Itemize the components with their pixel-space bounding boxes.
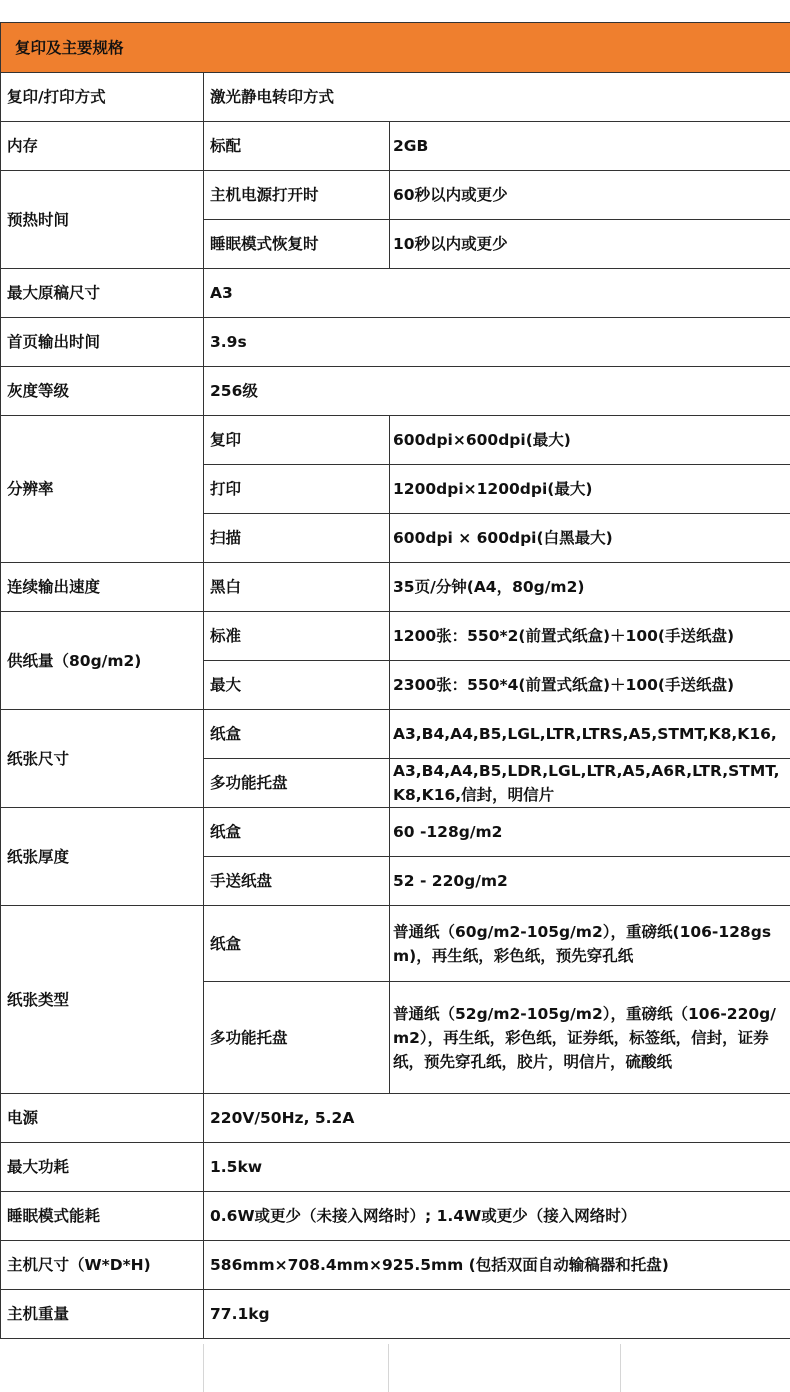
row-sublabel: 纸盒 [204, 906, 390, 982]
row-value: 600dpi × 600dpi(白黑最大) [390, 514, 790, 563]
column-divider [388, 1344, 389, 1392]
table-row [1, 612, 790, 661]
table-row [1, 1094, 790, 1143]
row-label: 复印/打印方式 [1, 73, 204, 122]
table-title: 复印及主要规格 [1, 23, 790, 73]
row-sublabel: 打印 [204, 465, 390, 514]
row-sublabel: 纸盒 [204, 710, 390, 759]
table-row [1, 808, 790, 857]
row-sublabel: 主机电源打开时 [204, 171, 390, 220]
row-label: 睡眠模式能耗 [1, 1192, 204, 1241]
row-value: 0.6W或更少（未接入网络时）; 1.4W或更少（接入网络时） [204, 1192, 790, 1241]
row-label: 内存 [1, 122, 204, 171]
table-row [1, 1192, 790, 1241]
table-row [1, 1290, 790, 1339]
row-value: 600dpi×600dpi(最大) [390, 416, 790, 465]
table-row [1, 171, 790, 220]
row-label: 分辨率 [1, 416, 204, 563]
row-sublabel: 手送纸盘 [204, 857, 390, 906]
table-row [1, 73, 790, 122]
row-value: 60秒以内或更少 [390, 171, 790, 220]
table-row [1, 710, 790, 759]
row-value: A3,B4,A4,B5,LDR,LGL,LTR,A5,A6R,LTR,STMT,K8,K16,信封，明信片 [390, 759, 790, 808]
table-row [1, 563, 790, 612]
row-label: 灰度等级 [1, 367, 204, 416]
row-sublabel: 扫描 [204, 514, 390, 563]
row-value: 60 -128g/m2 [390, 808, 790, 857]
row-label: 主机重量 [1, 1290, 204, 1339]
row-sublabel: 最大 [204, 661, 390, 710]
row-value: 2GB [390, 122, 790, 171]
row-label: 纸张厚度 [1, 808, 204, 906]
row-sublabel: 纸盒 [204, 808, 390, 857]
row-value: 256级 [204, 367, 790, 416]
row-label: 供纸量（80g/m2) [1, 612, 204, 710]
row-sublabel: 标配 [204, 122, 390, 171]
row-value: A3 [204, 269, 790, 318]
row-label: 纸张类型 [1, 906, 204, 1094]
row-sublabel: 复印 [204, 416, 390, 465]
table-row [1, 1241, 790, 1290]
row-value: 3.9s [204, 318, 790, 367]
table-row [1, 318, 790, 367]
row-sublabel: 标准 [204, 612, 390, 661]
row-value: 77.1kg [204, 1290, 790, 1339]
spec-table [0, 22, 790, 1339]
row-label: 纸张尺寸 [1, 710, 204, 808]
table-header-row [1, 23, 790, 73]
row-label: 最大原稿尺寸 [1, 269, 204, 318]
column-divider [203, 1344, 204, 1392]
row-sublabel: 多功能托盘 [204, 759, 390, 808]
row-value: A3,B4,A4,B5,LGL,LTR,LTRS,A5,STMT,K8,K16, [390, 710, 790, 759]
row-value: 1200张：550*2(前置式纸盒)＋100(手送纸盘) [390, 612, 790, 661]
row-label: 预热时间 [1, 171, 204, 269]
row-value: 1200dpi×1200dpi(最大) [390, 465, 790, 514]
row-value: 普通纸（52g/m2-105g/m2），重磅纸（106-220g/m2），再生纸，彩色纸，证券纸，标签纸，信封，证券纸，预先穿孔纸，胶片，明信片，硫酸纸 [390, 982, 790, 1094]
table-row [1, 906, 790, 982]
table-row [1, 269, 790, 318]
row-value: 普通纸（60g/m2-105g/m2），重磅纸(106-128gsm)，再生纸，彩色纸，预先穿孔纸 [390, 906, 790, 982]
row-value: 586mm×708.4mm×925.5mm (包括双面自动输稿器和托盘) [204, 1241, 790, 1290]
column-divider [620, 1344, 621, 1392]
table-row [1, 122, 790, 171]
row-label: 连续输出速度 [1, 563, 204, 612]
row-value: 1.5kw [204, 1143, 790, 1192]
row-label: 主机尺寸（W*D*H) [1, 1241, 204, 1290]
table-row [1, 1143, 790, 1192]
row-value: 52 - 220g/m2 [390, 857, 790, 906]
row-value: 2300张：550*4(前置式纸盒)＋100(手送纸盘) [390, 661, 790, 710]
row-value: 35页/分钟(A4，80g/m2) [390, 563, 790, 612]
row-sublabel: 黑白 [204, 563, 390, 612]
table-row [1, 416, 790, 465]
row-label: 最大功耗 [1, 1143, 204, 1192]
row-value: 10秒以内或更少 [390, 220, 790, 269]
row-sublabel: 睡眠模式恢复时 [204, 220, 390, 269]
row-value: 220V/50Hz, 5.2A [204, 1094, 790, 1143]
row-label: 首页输出时间 [1, 318, 204, 367]
row-label: 电源 [1, 1094, 204, 1143]
row-value: 激光静电转印方式 [204, 73, 790, 122]
table-row [1, 367, 790, 416]
row-sublabel: 多功能托盘 [204, 982, 390, 1094]
